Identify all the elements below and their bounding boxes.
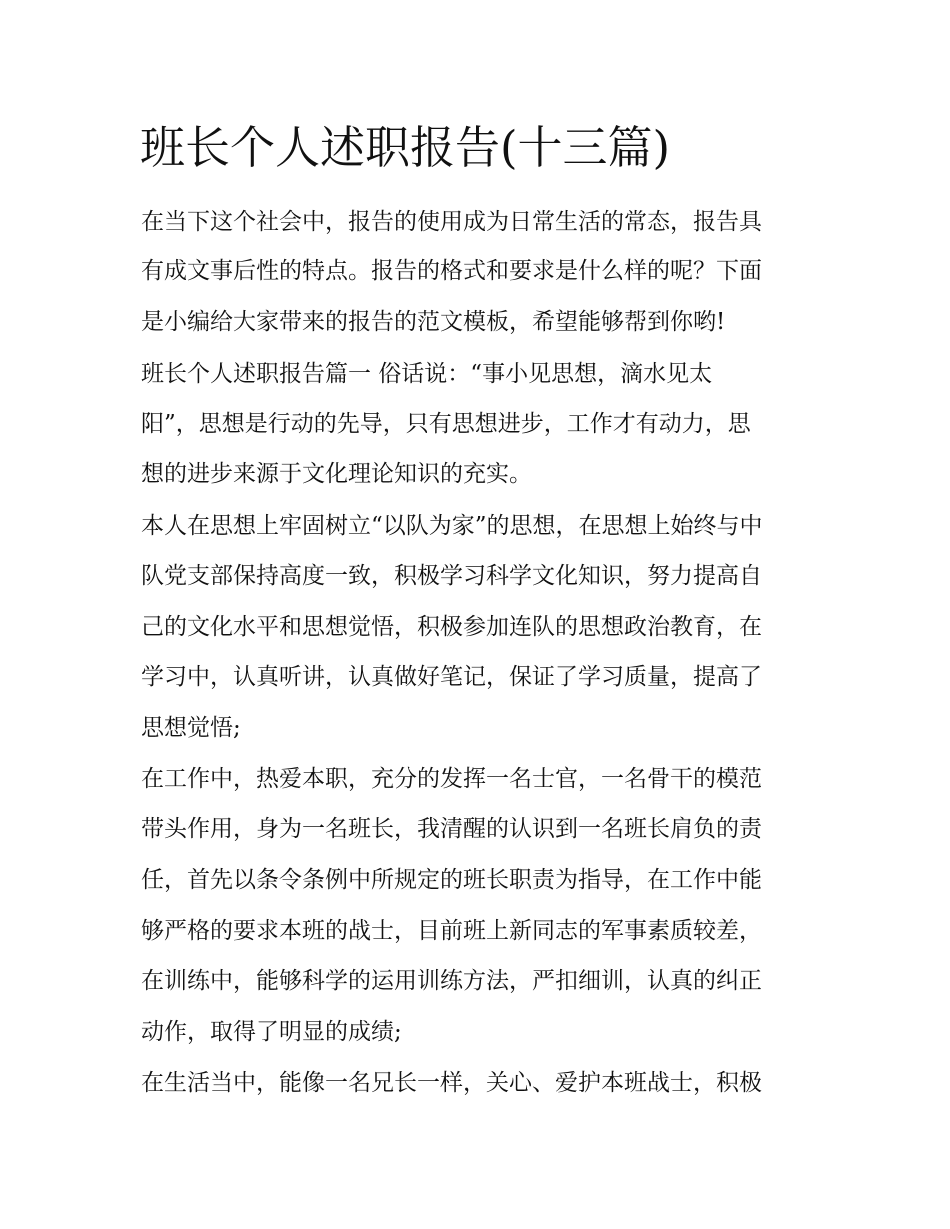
body-line: 在工作中，热爱本职，充分的发挥一名士官，一名骨干的模范 [141,766,762,792]
body-line: 学习中，认真听讲，认真做好笔记，保证了学习质量，提高了 [141,664,762,690]
body-line: 班长个人述职报告篇一 俗话说：“事小见思想，滴水见太 [141,361,713,387]
body-line: 本人在思想上牢固树立“以队为家”的思想，在思想上始终与中 [141,513,763,539]
body-line: 队党支部保持高度一致，积极学习科学文化知识，努力提高自 [141,563,762,589]
body-line: 带头作用，身为一名班长，我清醒的认识到一名班长肩负的责 [141,816,762,842]
body-line: 动作，取得了明显的成绩; [141,1019,402,1045]
body-line: 己的文化水平和思想觉悟，积极参加连队的思想政治教育，在 [141,614,762,640]
body-line: 是小编给大家带来的报告的范文模板，希望能够帮到你哟! [141,309,726,335]
body-line: 阳”，思想是行动的先导，只有思想进步，工作才有动力，思 [141,411,751,437]
body-line: 在当下这个社会中，报告的使用成为日常生活的常态，报告具 [141,209,762,235]
body-line: 想的进步来源于文化理论知识的充实。 [141,461,532,487]
document-title: 班长个人述职报告(十三篇) [140,121,671,174]
body-line: 在训练中，能够科学的运用训练方法，严扣细训，认真的纠正 [141,968,762,994]
body-line: 在生活当中，能像一名兄长一样，关心、爱护本班战士，积极 [141,1070,762,1096]
body-line: 有成文事后性的特点。报告的格式和要求是什么样的呢？下面 [141,258,762,284]
body-line: 思想觉悟; [141,715,241,741]
body-line: 任，首先以条令条例中所规定的班长职责为指导，在工作中能 [141,867,762,893]
body-line: 够严格的要求本班的战士，目前班上新同志的军事素质较差， [141,918,762,944]
